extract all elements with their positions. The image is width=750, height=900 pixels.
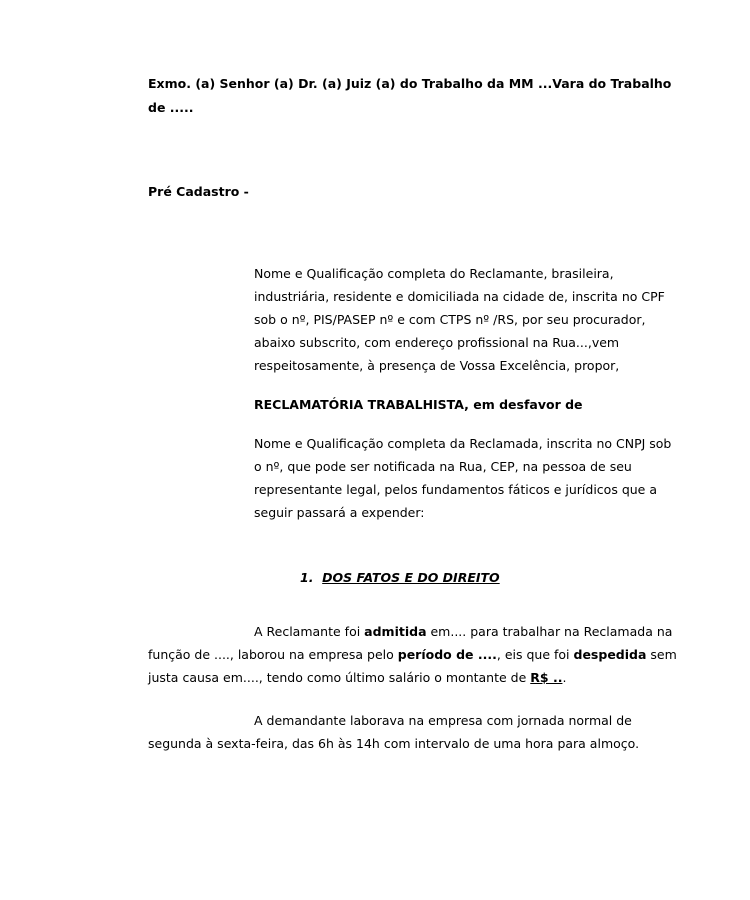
- fatos-p2-line-1: A demandante laborava na empresa com jornada normal de: [254, 713, 632, 728]
- reclamada-line-2: o nº, que pode ser notificada na Rua, CEP, na pessoa de seu: [254, 459, 632, 474]
- text-run: A Reclamante foi: [254, 624, 365, 639]
- reclamada-line-3: representante legal, pelos fundamentos fáticos e jurídicos que a: [254, 482, 657, 497]
- fatos-p1-line-1: [254, 624, 673, 640]
- text-run: , eis que foi: [496, 647, 574, 662]
- reclamante-line-4: abaixo subscrito, com endereço profissional na Rua...,vem: [254, 335, 620, 350]
- reclamada-line-4: seguir passará a expender:: [254, 505, 425, 520]
- address-line-1: Exmo. (a) Senhor (a) Dr. (a) Juiz (a) do Trabalho da MM ...Vara do Trabalho: [148, 76, 672, 91]
- text-run: em.... para trabalhar na Reclamada na: [426, 624, 673, 639]
- address-line-2: de .....: [148, 100, 194, 115]
- section-1-number: 1.: [300, 570, 314, 585]
- emphasis-salario: R$ ..: [530, 670, 563, 685]
- fatos-p1-line-2: [148, 647, 677, 663]
- pre-cadastro-label: Pré Cadastro -: [148, 184, 249, 199]
- fatos-p1-line-3: [148, 670, 566, 686]
- fatos-p2-line-2: segunda à sexta-feira, das 6h às 14h com intervalo de uma hora para almoço.: [148, 736, 640, 751]
- emphasis-despedida: despedida: [573, 647, 647, 662]
- reclamante-line-2: industriária, residente e domiciliada na cidade de, inscrita no CPF: [254, 289, 665, 304]
- section-1-title: DOS FATOS E DO DIREITO: [322, 570, 500, 585]
- text-run: sem: [646, 647, 677, 662]
- reclamante-line-5: respeitosamente, à presença de Vossa Excelência, propor,: [254, 358, 620, 373]
- text-run: função de ...., laborou na empresa pelo: [148, 647, 398, 662]
- reclamatoria-heading: RECLAMATÓRIA TRABALHISTA, em desfavor de: [254, 397, 583, 412]
- emphasis-admitida: admitida: [364, 624, 427, 639]
- text-run: .: [562, 670, 567, 685]
- reclamante-line-1: Nome e Qualificação completa do Reclamante, brasileira,: [254, 266, 614, 281]
- reclamada-line-1: Nome e Qualificação completa da Reclamada, inscrita no CNPJ sob: [254, 436, 672, 451]
- text-run: justa causa em...., tendo como último salário o montante de: [148, 670, 531, 685]
- section-1-heading: [300, 570, 500, 586]
- emphasis-periodo: período de ....: [397, 647, 497, 662]
- reclamante-line-3: sob o nº, PIS/PASEP nº e com CTPS nº /RS, por seu procurador,: [254, 312, 646, 327]
